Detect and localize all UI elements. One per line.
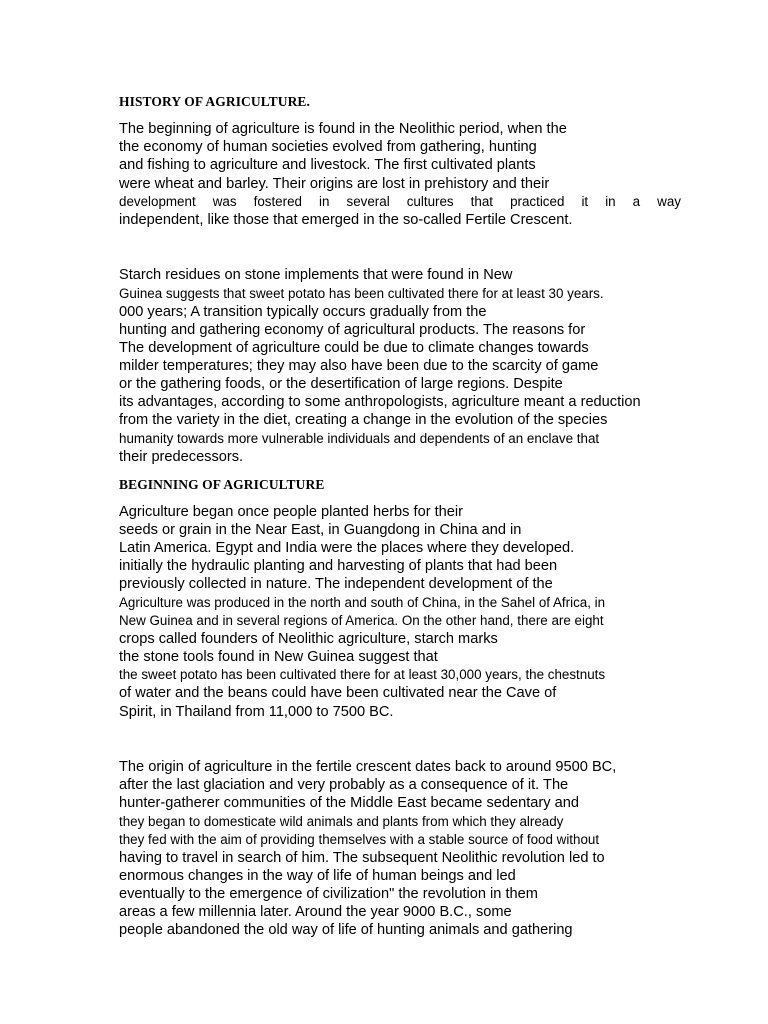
text-line: development was fostered in several cultures that practiced it in a way bbox=[119, 194, 681, 209]
text-line: after the last glaciation and very probably as a consequence of it. The bbox=[119, 777, 569, 793]
text-line: people abandoned the old way of life of hunting animals and gathering bbox=[119, 922, 573, 938]
text-line: The development of agriculture could be due to climate changes towards bbox=[119, 340, 589, 356]
text-line: Agriculture began once people planted herbs for their bbox=[119, 504, 463, 520]
section-heading-beginning: BEGINNING OF AGRICULTURE bbox=[119, 477, 325, 492]
text-line: having to travel in search of him. The subsequent Neolithic revolution led to bbox=[119, 850, 605, 866]
text-line: New Guinea and in several regions of America. On the other hand, there are eight bbox=[119, 613, 604, 628]
text-line: The origin of agriculture in the fertile crescent dates back to around 9500 BC, bbox=[119, 759, 617, 775]
text-line: they fed with the aim of providing themselves with a stable source of food without bbox=[119, 832, 600, 847]
text-line: areas a few millennia later. Around the year 9000 B.C., some bbox=[119, 904, 512, 920]
text-line: of water and the beans could have been cultivated near the Cave of bbox=[119, 685, 557, 701]
section-heading-history: HISTORY OF AGRICULTURE. bbox=[119, 94, 310, 109]
text-line: seeds or grain in the Near East, in Guangdong in China and in bbox=[119, 522, 522, 538]
text-line: from the variety in the diet, creating a change in the evolution of the species bbox=[119, 412, 608, 428]
text-line: humanity towards more vulnerable individuals and dependents of an enclave that bbox=[119, 431, 600, 446]
text-line: the sweet potato has been cultivated there for at least 30,000 years, the chestnuts bbox=[119, 667, 606, 682]
text-line: the economy of human societies evolved from gathering, hunting bbox=[119, 139, 537, 155]
text-line: enormous changes in the way of life of human beings and led bbox=[119, 868, 516, 884]
text-line: the stone tools found in New Guinea suggest that bbox=[119, 649, 438, 665]
text-line: hunting and gathering economy of agricultural products. The reasons for bbox=[119, 322, 586, 338]
text-line: The beginning of agriculture is found in the Neolithic period, when the bbox=[119, 121, 567, 137]
text-line: Spirit, in Thailand from 11,000 to 7500 BC. bbox=[119, 704, 394, 720]
text-line: Starch residues on stone implements that were found in New bbox=[119, 267, 513, 283]
text-line: 000 years; A transition typically occurs gradually from the bbox=[119, 304, 487, 320]
text-line: crops called founders of Neolithic agriculture, starch marks bbox=[119, 631, 498, 647]
text-line: Agriculture was produced in the north and south of China, in the Sahel of Africa, in bbox=[119, 595, 606, 610]
text-line: initially the hydraulic planting and harvesting of plants that had been bbox=[119, 558, 558, 574]
text-line: they began to domesticate wild animals and plants from which they already bbox=[119, 814, 564, 829]
text-line: Latin America. Egypt and India were the places where they developed. bbox=[119, 540, 575, 556]
text-line: their predecessors. bbox=[119, 449, 244, 465]
text-line: milder temperatures; they may also have been due to the scarcity of game bbox=[119, 358, 599, 374]
text-line: or the gathering foods, or the desertification of large regions. Despite bbox=[119, 376, 563, 392]
text-line: eventually to the emergence of civilization" the revolution in them bbox=[119, 886, 538, 902]
text-line: previously collected in nature. The independent development of the bbox=[119, 576, 553, 592]
text-line: and fishing to agriculture and livestock. The first cultivated plants bbox=[119, 157, 536, 173]
text-line: Guinea suggests that sweet potato has been cultivated there for at least 30 years. bbox=[119, 286, 604, 301]
text-line: hunter-gatherer communities of the Middle East became sedentary and bbox=[119, 795, 579, 811]
text-line: were wheat and barley. Their origins are lost in prehistory and their bbox=[119, 176, 550, 192]
text-line: independent, like those that emerged in the so-called Fertile Crescent. bbox=[119, 212, 573, 228]
text-line: its advantages, according to some anthropologists, agriculture meant a reduction bbox=[119, 394, 641, 410]
